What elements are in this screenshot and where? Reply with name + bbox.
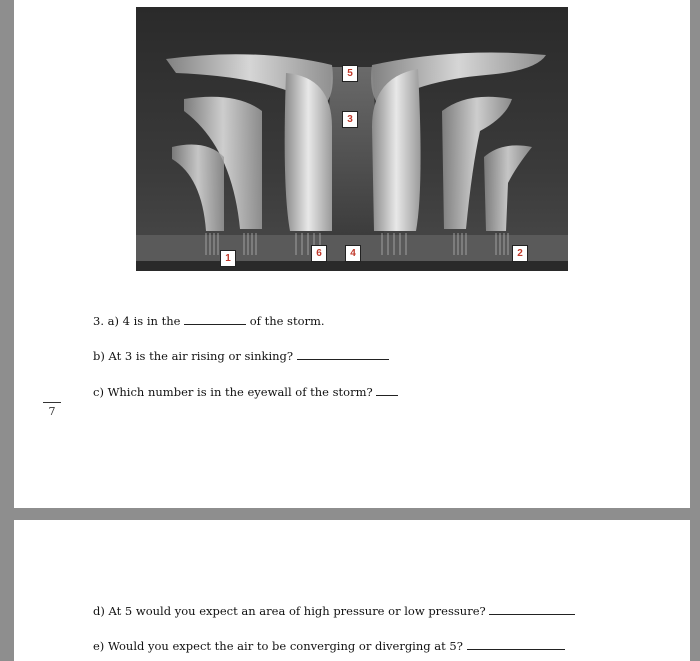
points-margin-mark	[42, 402, 62, 418]
question-3c-text: c) Which number is in the eyewall of the storm?	[93, 385, 373, 399]
question-3a-answer-blank[interactable]	[184, 312, 246, 325]
hurricane-cross-section-diagram	[136, 7, 568, 271]
question-3a-prefix: 3. a) 4 is in the	[93, 314, 181, 328]
question-3a	[93, 312, 325, 328]
question-3e-answer-blank[interactable]	[467, 637, 565, 650]
worksheet-page-1	[14, 0, 690, 508]
question-3a-suffix: of the storm.	[249, 314, 325, 328]
figure-label-3: 3	[342, 111, 358, 128]
figure-label-4: 4	[345, 245, 361, 262]
question-3c-answer-blank[interactable]	[376, 383, 398, 396]
figure-label-6: 6	[311, 245, 327, 262]
worksheet-page-2	[14, 520, 690, 661]
question-3d-text: d) At 5 would you expect an area of high pressure or low pressure?	[93, 604, 486, 618]
question-3d-answer-blank[interactable]	[489, 602, 575, 615]
question-3e-text: e) Would you expect the air to be converging or diverging at 5?	[93, 639, 463, 653]
question-3c	[93, 383, 398, 399]
question-3e	[93, 637, 565, 653]
figure-label-1: 1	[220, 250, 236, 267]
question-3d	[93, 602, 575, 618]
figure-label-5: 5	[342, 65, 358, 82]
question-3b-text: b) At 3 is the air rising or sinking?	[93, 349, 294, 363]
hurricane-illustration	[136, 7, 568, 271]
question-3b-answer-blank[interactable]	[297, 347, 389, 360]
question-3b	[93, 347, 389, 363]
figure-label-2: 2	[512, 245, 528, 262]
points-value: 7	[48, 405, 56, 418]
